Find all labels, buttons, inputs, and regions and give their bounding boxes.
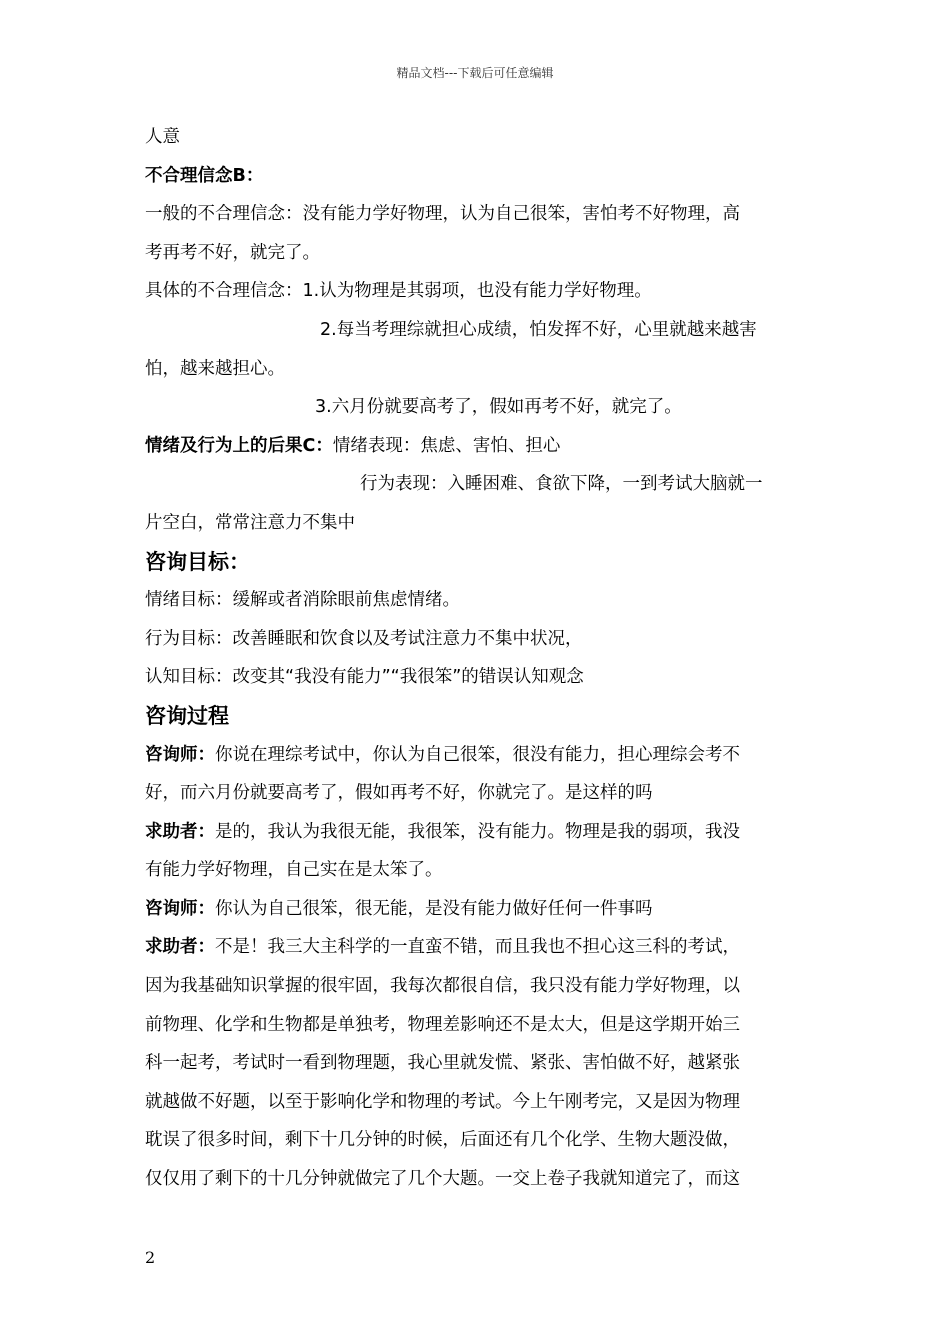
section-heading: 咨询过程 xyxy=(145,703,229,728)
text-line: 行为目标：改善睡眠和饮食以及考试注意力不集中状况， xyxy=(145,628,583,649)
text-line: 有能力学好物理，自己实在是太笨了。 xyxy=(145,860,443,881)
text-line: 认知目标：改变其“我没有能力”“我很笨”的错误认知观念 xyxy=(145,667,584,688)
line-label: 情绪及行为上的后果C： xyxy=(145,435,333,456)
text-line: 人意 xyxy=(145,127,180,147)
text-line: 前物理、化学和生物都是单独考，物理差影响还不是太大，但是这学期开始三 xyxy=(145,1014,740,1035)
text-line: 情绪及行为上的后果C：情绪表现：焦虑、害怕、担心 xyxy=(145,435,561,456)
text-line: 具体的不合理信念：1.认为物理是其弱项，也没有能力学好物理。 xyxy=(145,281,652,302)
text-line: 2.每当考理综就担心成绩，怕发挥不好，心里就越来越害 xyxy=(320,319,757,340)
text-line: 因为我基础知识掌握的很牢固，我每次都很自信，我只没有能力学好物理，以 xyxy=(145,976,740,997)
text-line: 仅仅用了剩下的十几分钟就做完了几个大题。一交上卷子我就知道完了，而这 xyxy=(145,1169,740,1190)
section-heading: 咨询目标： xyxy=(145,549,250,574)
text-line: 好，而六月份就要高考了，假如再考不好，你就完了。是这样的吗 xyxy=(145,783,653,804)
dialogue-line: 求助者：是的，我认为我很无能，我很笨，没有能力。物理是我的弱项，我没 xyxy=(145,821,740,842)
speaker-label: 咨询师： xyxy=(145,744,215,765)
text-line: 考再考不好，就完了。 xyxy=(145,242,320,263)
text-line: 怕，越来越担心。 xyxy=(145,358,285,379)
text-line: 科一起考，考试时一看到物理题，我心里就发慌、紧张、害怕做不好，越紧张 xyxy=(145,1053,740,1074)
dialogue-line: 咨询师：你说在理综考试中，你认为自己很笨，很没有能力，担心理综会考不 xyxy=(145,744,740,765)
text-line: 就越做不好题，以至于影响化学和物理的考试。今上午刚考完，又是因为物理 xyxy=(145,1091,740,1112)
dialogue-line: 咨询师：你认为自己很笨，很无能，是没有能力做好任何一件事吗 xyxy=(145,898,653,919)
text-line: 耽误了很多时间，剩下十几分钟的时候，后面还有几个化学、生物大题没做， xyxy=(145,1130,740,1151)
text-line: 3.六月份就要高考了，假如再考不好，就完了。 xyxy=(315,397,682,418)
document-body xyxy=(145,118,810,1199)
dialogue-line: 求助者：不是！我三大主科学的一直蛮不错，而且我也不担心这三科的考试， xyxy=(145,937,740,958)
speaker-label: 求助者： xyxy=(145,821,215,842)
page-number: 2 xyxy=(145,1248,156,1267)
text-line: 情绪目标：缓解或者消除眼前焦虑情绪。 xyxy=(145,590,460,611)
text-line: 一般的不合理信念：没有能力学好物理，认为自己很笨，害怕考不好物理，高 xyxy=(145,204,740,225)
text-line: 片空白，常常注意力不集中 xyxy=(145,512,355,533)
page-header: 精品文档---下载后可任意编辑 xyxy=(396,66,554,80)
speaker-label: 求助者： xyxy=(145,937,215,958)
text-line: 行为表现：入睡困难、食欲下降，一到考试大脑就一 xyxy=(360,474,763,495)
section-label: 不合理信念B： xyxy=(145,165,264,186)
speaker-label: 咨询师： xyxy=(145,898,215,919)
